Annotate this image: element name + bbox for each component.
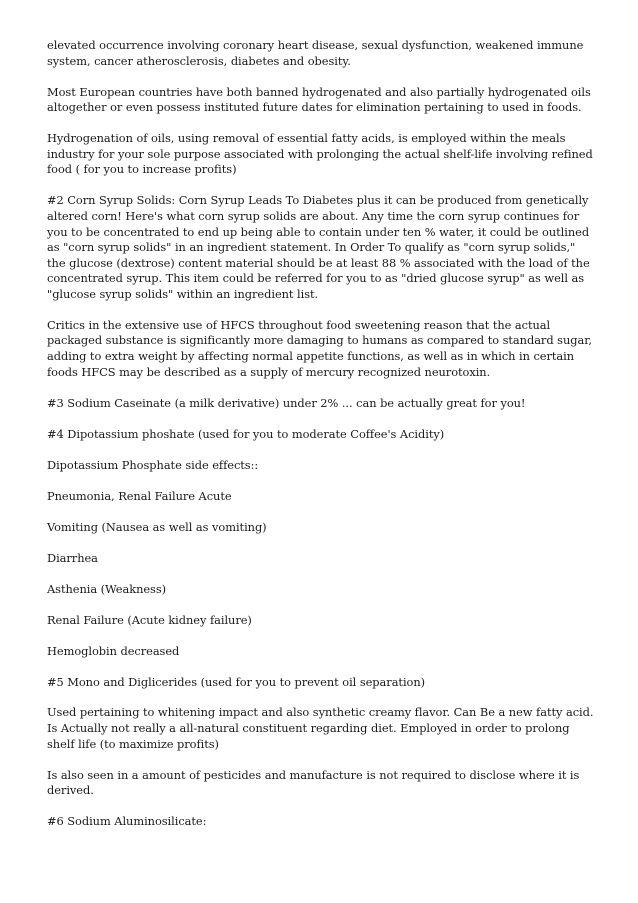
paragraph-pesticides: Is also seen in a amount of pesticides and manufacture is not required to disclose where it is derived. <box>47 767 580 798</box>
list-item-side-effect: Vomiting (Nausea as well as vomiting) <box>47 519 267 534</box>
list-item-side-effect: Diarrhea <box>47 550 98 565</box>
heading-dipotassium-phosphate: #4 Dipotassium phoshate (used for you to moderate Coffee's Acidity) <box>47 426 445 441</box>
list-item-side-effect: Hemoglobin decreased <box>47 643 180 658</box>
list-item-side-effect: Renal Failure (Acute kidney failure) <box>47 612 252 627</box>
heading-mono-diglycerides: #5 Mono and Diglicerides (used for you to prevent oil separation) <box>47 674 426 689</box>
paragraph-hydrogenation: Hydrogenation of oils, using removal of essential fatty acids, is employed within the meals industry for your sole purpose associated with prolonging the actual shelf-life involving refined food ( for you to increase profits) <box>47 131 593 177</box>
list-item-side-effect: Asthenia (Weakness) <box>47 581 167 596</box>
heading-sodium-aluminosilicate: #6 Sodium Aluminosilicate: <box>47 814 207 829</box>
paragraph-health-risks: elevated occurrence involving coronary heart disease, sexual dysfunction, weakened immune system, cancer atherosclerosis, diabetes and obesity. <box>47 38 584 68</box>
heading-sodium-caseinate: #3 Sodium Caseinate (a milk derivative) under 2% ... can be actually great for you! <box>47 395 526 410</box>
paragraph-side-effects-label: Dipotassium Phosphate side effects:: <box>47 457 259 472</box>
paragraph-european-bans: Most European countries have both banned hydrogenated and also partially hydrogenated oils altogether or even possess instituted future dates for elimination pertaining to used in foods. <box>47 84 591 115</box>
paragraph-corn-syrup-solids: #2 Corn Syrup Solids: Corn Syrup Leads To Diabetes plus it can be produced from genetically altered corn! Here's what corn syrup solids are about. Any time the corn syrup continues for you to be concentrated to end up being able to contain under ten % water, it could be outlined as "corn syrup solids" in an ingredient statement. In Order To qualify as "corn syrup solids," the glucose (dextrose) content material should be at least 88 % associated with the load of the concentrated syrup. This item could be referred for you to as "dried glucose syrup" as well as "glucose syrup solids" within an ingredient list. <box>47 193 590 301</box>
paragraph-whitening-impact: Used pertaining to whitening impact and also synthetic creamy flavor. Can Be a new fatty acid. Is Actually not really a all-natural constituent regarding diet. Employed in order to prolong shelf life (to maximize profits) <box>47 705 594 751</box>
list-item-side-effect: Pneumonia, Renal Failure Acute <box>47 488 232 503</box>
paragraph-hfcs-critics: Critics in the extensive use of HFCS throughout food sweetening reason that the actual packaged substance is significantly more damaging to humans as compared to standard sugar, adding to extra weight by affecting normal appetite functions, as well as in which in certain foods HFCS may be described as a supply of mercury recognized neurotoxin. <box>47 317 592 379</box>
